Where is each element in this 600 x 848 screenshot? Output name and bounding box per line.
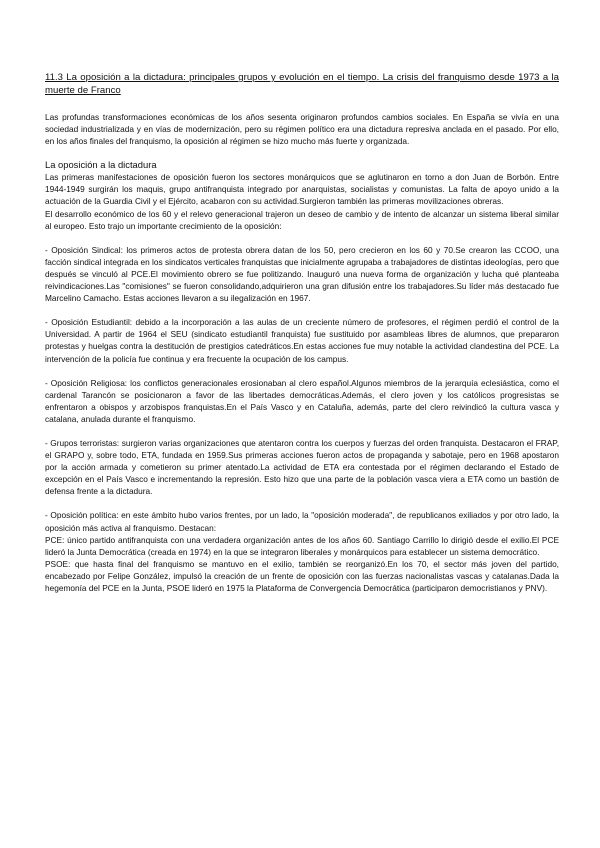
politica-paragraph: - Oposición política: en este ámbito hubo varios frentes, por un lado, la "oposición moderada", de republicanos exiliados y por otro lado, la oposición más activa al franquismo. Destacan:	[45, 510, 559, 533]
pce-paragraph: PCE: único partido antifranquista con una verdadera organización antes de los años 60. Santiago Carrillo lo dirigió desde el exilio.El PCE lideró la Junta Democrática (creada en 1974) en la que se integraron liberales y monárquicos para establecer un sistema democrático.	[45, 534, 559, 557]
section-heading: La oposición a la dictadura	[45, 159, 157, 171]
intro-paragraph: Las profundas transformaciones económicas de los años sesenta originaron profundos cambios sociales. En España se vivía en una sociedad industrializada y en vías de modernización, pero su régimen político era una dictadura represiva anclada en el pasado. Por ello, en los años finales del franquismo, la oposición al régimen se hizo mucho más fuerte y organizada.	[45, 112, 559, 147]
document-body	[45, 71, 559, 594]
section-paragraph-1: Las primeras manifestaciones de oposición fueron los sectores monárquicos que se aglutinaron en torno a don Juan de Borbón. Entre 1944-1949 surgirán los maquis, grupo antifranquista integrado por anarquistas, socialistas y comunistas. La falta de apoyo unido a la actuación de la Guardia Civil y el Ejército, acabaron con su actividad.Surgieron también las primeras movilizaciones obreras.	[45, 172, 559, 207]
religiosa-paragraph: - Oposición Religiosa: los conflictos generacionales erosionaban al clero español.Algunos miembros de la jerarquía eclesiástica, como el cardenal Tarancón se posicionaron a favor de las libertades democráticas.Además, el clero joven y los católicos progresistas se enfrentaron a obispos y arzobispos franquistas.En el País Vasco y en Cataluña, además, parte del clero reivindicó la cultura vasca y catalana, anulada durante el franquismo.	[45, 377, 559, 424]
estudiantil-paragraph: - Oposición Estudiantil: debido a la incorporación a las aulas de un creciente número de profesores, el régimen perdió el control de la Universidad. A partir de 1964 el SEU (sindicato estudiantil franquista) fue sustituido por asambleas libres de alumnos, que prepararon protestas y huelgas contra la destitución de prestigios catedráticos.En estas acciones fue muy notable la actividad clandestina del PCE. La intervención de la policía fue continua y era frecuente la ocupación de los campus.	[45, 317, 559, 364]
psoe-paragraph: PSOE: que hasta final del franquismo se mantuvo en el exilio, también se reorganizó.En los 70, el sector más joven del partido, encabezado por Felipe González, impulsó la creación de un frente de oposición con las fuerzas nacionalistas vascas y catalanas.Dada la hegemonía del PCE en la Junta, PSOE lideró en 1975 la Plataforma de Convergencia Democrática (participaron democristianos y PNV).	[45, 558, 559, 593]
section-paragraph-2: El desarrollo económico de los 60 y el relevo generacional trajeron un deseo de cambio y de intento de alcanzar un sistema liberal similar al europeo. Esto trajo un importante crecimiento de la oposición:	[45, 208, 559, 231]
document-title: 11.3 La oposición a la dictadura: principales grupos y evolución en el tiempo. La crisis del franquismo desde 1973 a la muerte de Franco	[45, 72, 559, 96]
sindical-paragraph: - Oposición Sindical: los primeros actos de protesta obrera datan de los 50, pero crecieron en los 60 y 70.Se crearon las CCOO, una facción sindical integrada en los sindicatos verticales franquistas que inicialmente agrupaba a trabajadores de distintas ideologías, pero que después se vinculó al PCE.El movimiento obrero se fue politizando. Inauguró una nueva forma de organización y lucha qué planteaba reivindicaciones.Las "comisiones" se fueron consolidando,adquirieron una gran difusión entre los trabajadores.Su líder más destacado fue Marcelino Camacho. Estas acciones llevaron a su ilegalización en 1967.	[45, 244, 559, 304]
terroristas-paragraph: - Grupos terroristas: surgieron varias organizaciones que atentaron contra los cuerpos y fuerzas del orden franquista. Destacaron el FRAP, el GRAPO y, sobre todo, ETA, fundada en 1959.Sus primeras acciones fueron actos de propaganda y sabotaje, pero en 1968 apostaron por la acción armada y cometieron su primer atentado.La actividad de ETA era contestada por el régimen declarando el Estado de excepción en el País Vasco e incrementando la represión. Esto hizo que una parte de la población vasca viera a ETA como un bastión de defensa frente a la dictadura.	[45, 437, 559, 497]
